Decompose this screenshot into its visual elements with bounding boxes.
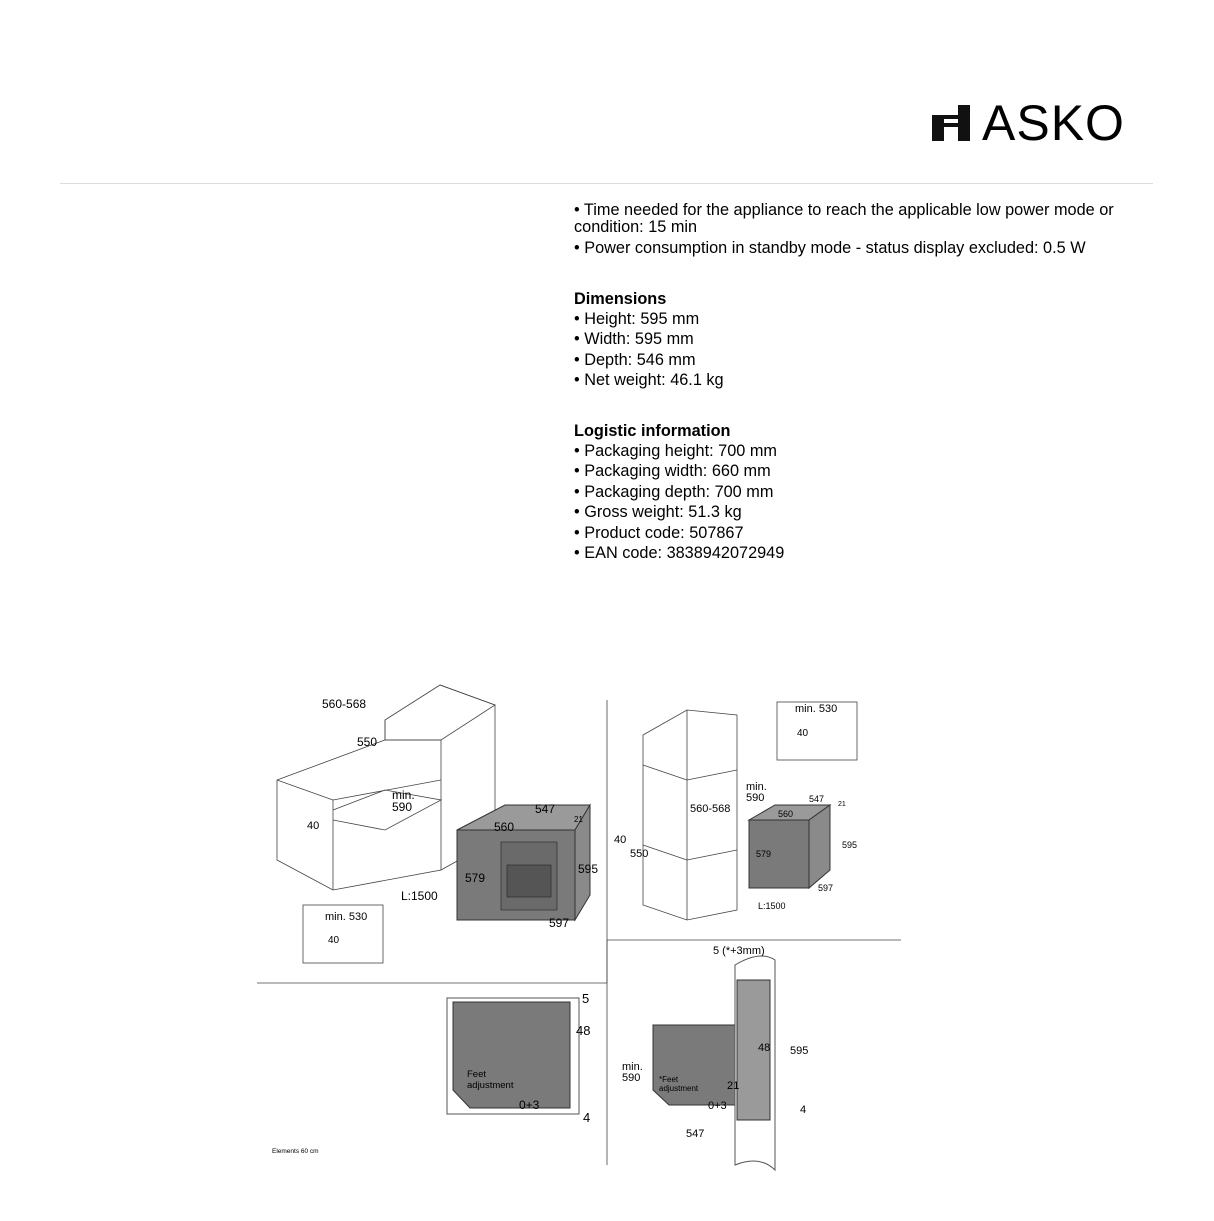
dim-label: 547 [686, 1128, 705, 1140]
cable-label: L:1500 [401, 889, 438, 903]
dim-label: adjustment [659, 1084, 699, 1093]
dim-label: 595 [790, 1045, 809, 1057]
dim-label: 40 [614, 834, 627, 846]
logistics-item: • Packaging width: 660 mm [574, 462, 771, 480]
dim-label: 597 [818, 883, 834, 893]
dim-label: 560-568 [322, 697, 367, 711]
dim-label [622, 1062, 643, 1084]
dim-label: 40 [307, 820, 320, 832]
dim-label: min. 530 [325, 911, 368, 923]
logistics-section [574, 421, 1144, 564]
logistics-item: • Gross weight: 51.3 kg [574, 503, 742, 521]
dim-label: 0+3 [519, 1098, 540, 1112]
dim-label: 547 [809, 794, 825, 804]
dim-label: 595 [842, 840, 858, 850]
dim-label: 560-568 [690, 803, 731, 815]
dim-label: 547 [535, 802, 556, 816]
dim-label: 597 [549, 916, 570, 930]
feet-adjustment-label [467, 1069, 513, 1091]
footer-note: Elements 60 cm [272, 1148, 319, 1155]
logistics-item: • Product code: 507867 [574, 523, 744, 542]
dim-label: 0+3 [708, 1100, 727, 1112]
cable-label: L:1500 [758, 901, 786, 911]
dim-label: 579 [756, 849, 772, 859]
dimension-item: • Net weight: 46.1 kg [574, 371, 724, 389]
dim-label: min. [392, 788, 415, 802]
asko-mark-icon [930, 103, 974, 143]
header-divider [60, 183, 1153, 184]
dim-label: 550 [357, 735, 378, 749]
dim-label: 21 [838, 801, 846, 808]
logistics-item: • Packaging height: 700 mm [574, 441, 777, 460]
dim-label: 5 [582, 991, 590, 1006]
dim-label [392, 789, 415, 813]
dimensions-section [574, 289, 1144, 391]
dimension-item: • Height: 595 mm [574, 309, 700, 328]
dim-label: 595 [578, 862, 599, 876]
asko-logo [930, 95, 1125, 151]
dim-label: 48 [758, 1042, 771, 1054]
dim-label: 560 [494, 820, 515, 834]
dim-label: min. 530 [795, 703, 838, 715]
intro-bullet: • Time needed for the appliance to reach the applicable low power mode or condition: 15 min [574, 201, 1114, 236]
dim-label: 5 (*+3mm) [713, 945, 765, 957]
logistics-heading: Logistic information [574, 421, 731, 440]
dim-label: 4 [583, 1110, 591, 1125]
feet-adjustment-label [659, 1075, 698, 1093]
dim-label: 21 [574, 815, 583, 824]
dim-label: min. [746, 781, 767, 793]
dimension-item: • Width: 595 mm [574, 330, 694, 348]
intro-bullet: • Power consumption in standby mode - status display excluded: 0.5 W [574, 239, 1086, 257]
logistics-item: • EAN code: 3838942072949 [574, 544, 785, 562]
logistics-item: • Packaging depth: 700 mm [574, 482, 774, 501]
dim-label: Feet [467, 1069, 487, 1080]
dimension-item: • Depth: 546 mm [574, 350, 696, 369]
installation-drawing [255, 680, 915, 1180]
dim-label: 40 [328, 935, 340, 946]
dim-label: 590 [746, 792, 765, 804]
dim-label: 560 [778, 809, 794, 819]
dim-label: 48 [576, 1023, 591, 1038]
dim-label: 21 [727, 1080, 740, 1092]
dim-label [746, 782, 767, 804]
dim-label: 40 [797, 728, 809, 739]
dim-label: 590 [622, 1072, 641, 1084]
spec-text [574, 202, 1144, 564]
dim-label: 590 [392, 800, 413, 814]
dim-label: *Feet [659, 1075, 679, 1084]
dim-label: adjustment [467, 1080, 514, 1091]
dim-label: 579 [465, 871, 486, 885]
dim-label: 550 [630, 848, 649, 860]
dim-label: 4 [800, 1104, 807, 1116]
brand-name: ASKO [982, 95, 1125, 151]
dimensions-heading: Dimensions [574, 289, 667, 308]
dim-label: min. [622, 1061, 643, 1073]
